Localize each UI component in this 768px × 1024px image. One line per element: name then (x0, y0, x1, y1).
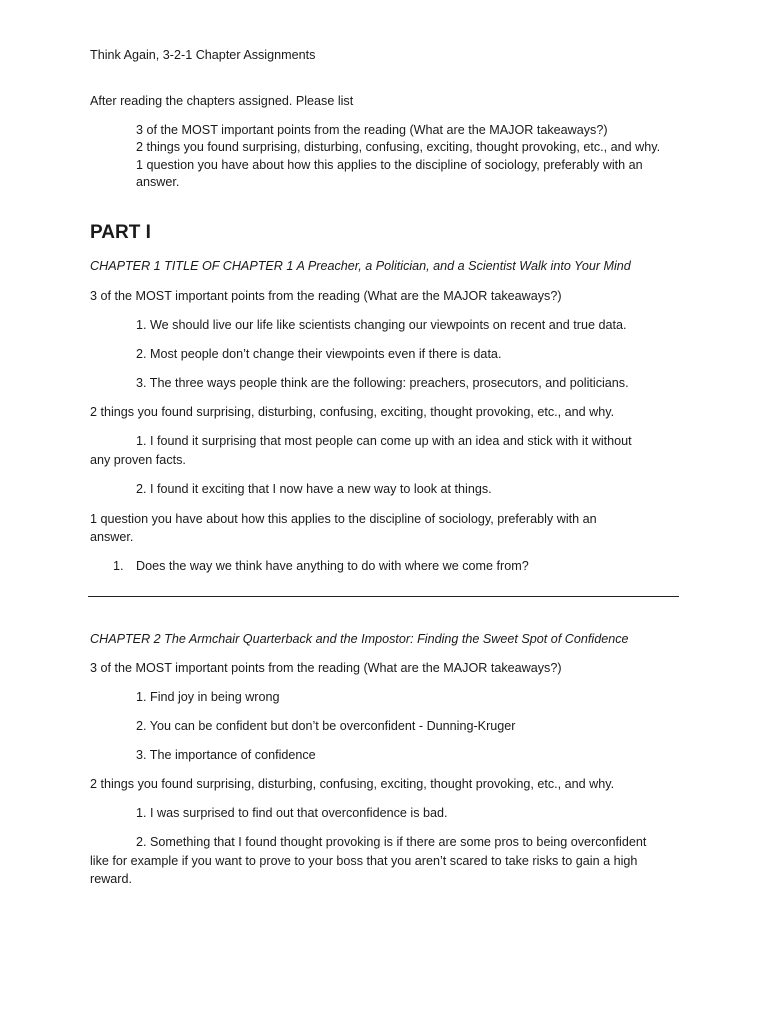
ch1-surprising-1: 1. I found it surprising that most people can come up with an idea and stick with it without (136, 434, 632, 448)
ch2-point: 3. The importance of confidence (136, 748, 316, 762)
ch2-point: 1. Find joy in being wrong (136, 690, 280, 704)
ch2-takeaways-prompt: 3 of the MOST important points from the reading (What are the MAJOR takeaways?) (90, 661, 562, 675)
ch1-question-prompt-cont: answer. (90, 530, 134, 544)
ch1-surprising-1-cont: any proven facts. (90, 453, 186, 467)
horizontal-divider (88, 596, 679, 597)
ch1-surprising-2: 2. I found it exciting that I now have a new way to look at things. (136, 482, 492, 496)
ch1-point: 2. Most people don’t change their viewpoints even if there is data. (136, 347, 502, 361)
document-title: Think Again, 3-2-1 Chapter Assignments (90, 48, 316, 62)
intro-text: After reading the chapters assigned. Please list (90, 94, 354, 108)
instruction-line: 2 things you found surprising, disturbing, confusing, exciting, thought provoking, etc., and why. (136, 140, 661, 154)
ch1-point: 1. We should live our life like scientists changing our viewpoints on recent and true data. (136, 318, 627, 332)
ch2-surprising-prompt: 2 things you found surprising, disturbing, confusing, exciting, thought provoking, etc., and why. (90, 777, 615, 791)
part-heading: PART I (90, 222, 151, 243)
ch1-takeaways-prompt: 3 of the MOST important points from the reading (What are the MAJOR takeaways?) (90, 289, 562, 303)
chapter-2-title: CHAPTER 2 The Armchair Quarterback and the Impostor: Finding the Sweet Spot of Confidence (90, 632, 629, 646)
ch2-surprising-2-cont: reward. (90, 872, 132, 886)
chapter-1-title: CHAPTER 1 TITLE OF CHAPTER 1 A Preacher, a Politician, and a Scientist Walk into Your Mind (90, 259, 631, 273)
instruction-line: 1 question you have about how this applies to the discipline of sociology, preferably with an (136, 158, 643, 172)
ch1-question: Does the way we think have anything to do with where we come from? (136, 559, 529, 573)
ch2-surprising-2-cont: like for example if you want to prove to your boss that you aren’t scared to take risks to gain a high (90, 854, 638, 868)
ch2-surprising-1: 1. I was surprised to find out that overconfidence is bad. (136, 806, 448, 820)
ch2-surprising-2: 2. Something that I found thought provoking is if there are some pros to being overconfident (136, 835, 647, 849)
ch1-question-prompt: 1 question you have about how this applies to the discipline of sociology, preferably with an (90, 512, 597, 526)
instruction-line: 3 of the MOST important points from the reading (What are the MAJOR takeaways?) (136, 123, 608, 137)
ch1-surprising-prompt: 2 things you found surprising, disturbing, confusing, exciting, thought provoking, etc., and why. (90, 405, 615, 419)
ch1-point: 3. The three ways people think are the following: preachers, prosecutors, and politicians. (136, 376, 629, 390)
ch2-point: 2. You can be confident but don’t be overconfident - Dunning-Kruger (136, 719, 516, 733)
instruction-line: answer. (136, 175, 180, 189)
ch1-question-number: 1. (113, 559, 124, 573)
